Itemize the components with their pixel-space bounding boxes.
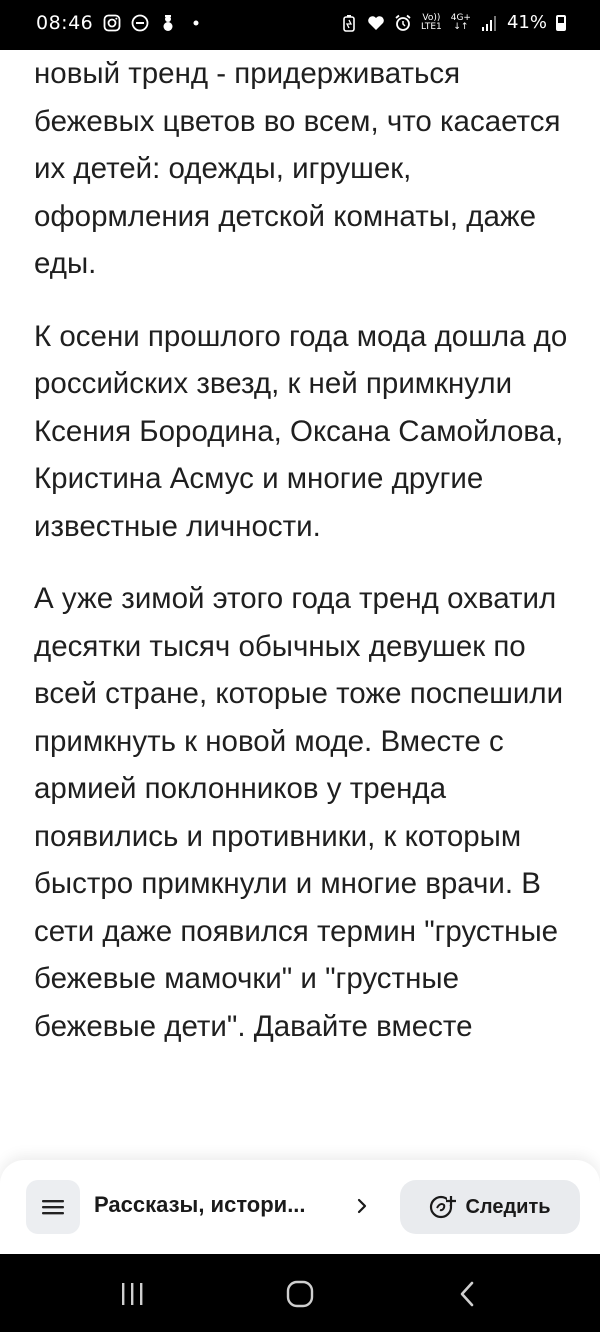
clock: 08:46 <box>36 12 94 34</box>
home-icon[interactable] <box>278 1274 322 1314</box>
snowman-icon <box>159 14 177 32</box>
status-bar <box>0 0 600 50</box>
article-paragraph: А уже зимой этого года тренд охватил десятки тысяч обычных девушек по всей стране, которые тоже поспешили примкнуть к новой моде. Вместе с армией поклонников у тренда появились и противники, к которым быстро примкнули и многие врачи. В сети даже появился термин "грустные бежевые мамочки" и "грустные бежевые дети". Давайте вместе <box>34 582 564 1043</box>
battery-percent: 41% <box>506 12 547 33</box>
hamburger-icon <box>42 1199 64 1215</box>
battery-saver-icon <box>340 14 358 32</box>
instagram-icon <box>103 14 121 32</box>
channel-bar <box>0 1160 600 1254</box>
4g-icon: 4G+ ↓↑ <box>450 12 471 32</box>
article-body <box>34 50 574 1050</box>
chevron-right-icon[interactable] <box>352 1194 372 1218</box>
navigation-bar <box>0 1254 600 1332</box>
dot-icon <box>187 14 205 32</box>
battery-icon <box>556 15 566 31</box>
volte-icon: Vo)) LTE1 <box>421 12 442 32</box>
follow-label: Следить <box>465 1195 551 1218</box>
follow-button[interactable] <box>400 1180 580 1234</box>
recent-apps-icon[interactable] <box>110 1274 154 1314</box>
signal-icon <box>480 14 498 32</box>
follow-plus-icon <box>429 1194 457 1220</box>
alarm-icon <box>394 14 412 32</box>
article-paragraph: новый тренд - придерживаться бежевых цветов во всем, что касается их детей: одежды, игрушек, оформления детской комнаты, даже еды. <box>34 57 561 280</box>
status-bar-left <box>36 12 205 34</box>
minus-circle-icon <box>131 14 149 32</box>
back-icon[interactable] <box>446 1274 490 1314</box>
menu-button[interactable] <box>26 1180 80 1234</box>
article-paragraph: К осени прошлого года мода дошла до российских звезд, к ней примкнули Ксения Бородина, Оксана Самойлова, Кристина Асмус и многие другие известные личности. <box>34 319 568 543</box>
heart-icon <box>367 14 385 32</box>
status-bar-right <box>340 12 566 33</box>
channel-name-link[interactable]: Рассказы, истори... <box>94 1192 306 1217</box>
